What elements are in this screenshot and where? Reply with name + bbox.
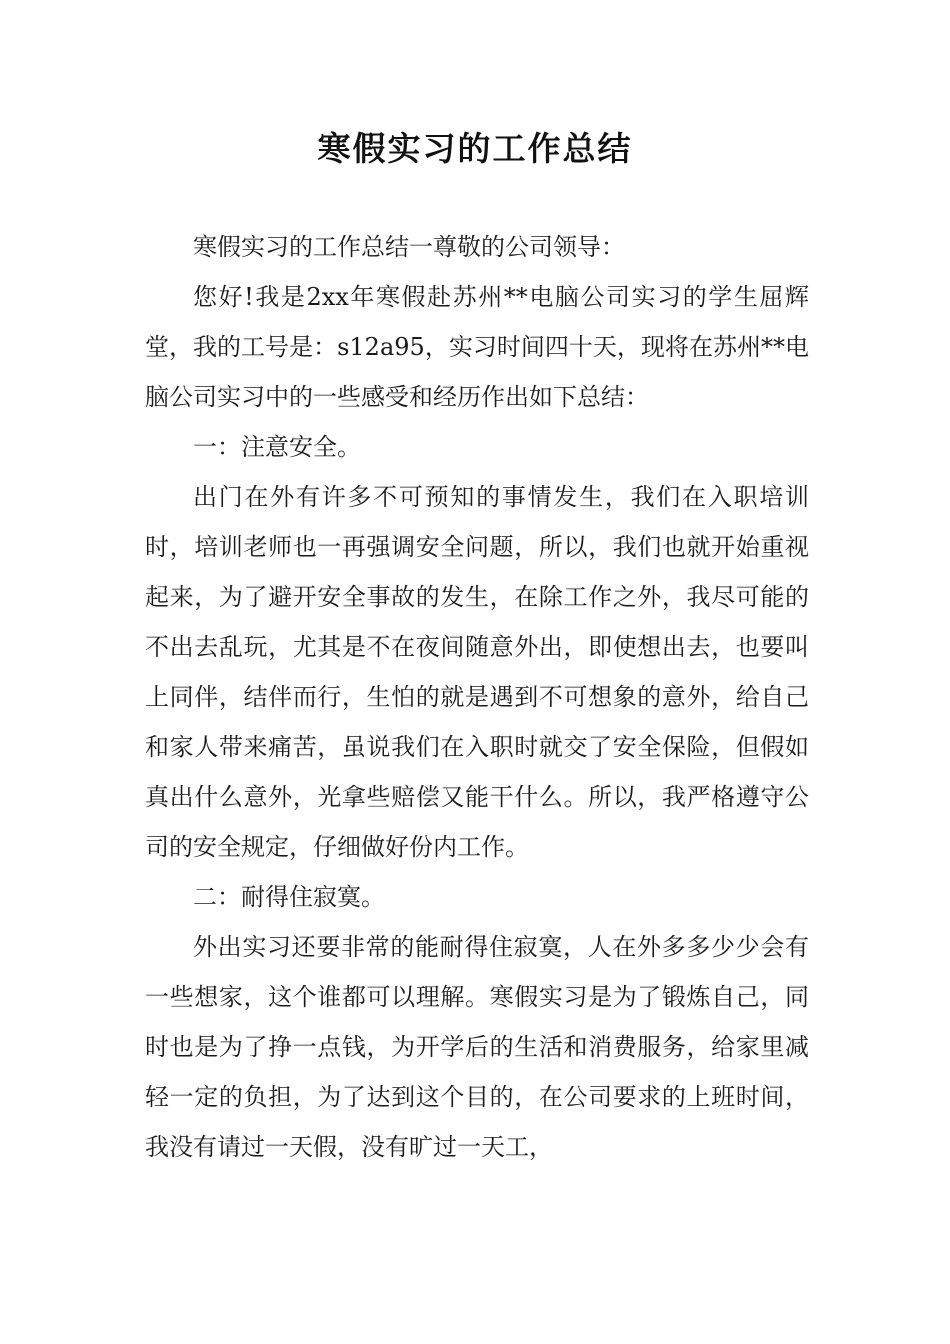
paragraph-greeting: 寒假实习的工作总结一尊敬的公司领导： bbox=[193, 233, 625, 261]
paragraph-loneliness: 外出实习还要非常的能耐得住寂寞，人在外多多少少会有一些想家，这个谁都可以理解。寒假实习是为了锻炼自己，同时也是为了挣一点钱，为开学后的生活和消费服务，给家里减轻一定的负担，为了达到这个目的，在公司要求的上班时间，我没有请过一天假，没有旷过一天工， bbox=[145, 933, 809, 1161]
document-title: 寒假实习的工作总结 bbox=[317, 129, 633, 168]
document-body bbox=[145, 222, 809, 1172]
section-heading-loneliness: 二：耐得住寂寞。 bbox=[193, 883, 385, 911]
paragraph-safety: 出门在外有许多不可预知的事情发生，我们在入职培训时，培训老师也一再强调安全问题，所以，我们也就开始重视起来，为了避开安全事故的发生，在除工作之外，我尽可能的不出去乱玩，尤其是不在夜间随意外出，即使想出去，也要叫上同伴，结伴而行，生怕的就是遇到不可想象的意外，给自己和家人带来痛苦，虽说我们在入职时就交了安全保险，但假如真出什么意外，光拿些赔偿又能干什么。所以，我严格遵守公司的安全规定，仔细做好份内工作。 bbox=[145, 483, 809, 861]
paragraph-introduction: 您好!我是2xx年寒假赴苏州**电脑公司实习的学生屈辉堂，我的工号是：s12a95，实习时间四十天，现将在苏州**电脑公司实习中的一些感受和经历作出如下总结： bbox=[145, 283, 809, 411]
section-heading-safety: 一：注意安全。 bbox=[193, 433, 361, 461]
